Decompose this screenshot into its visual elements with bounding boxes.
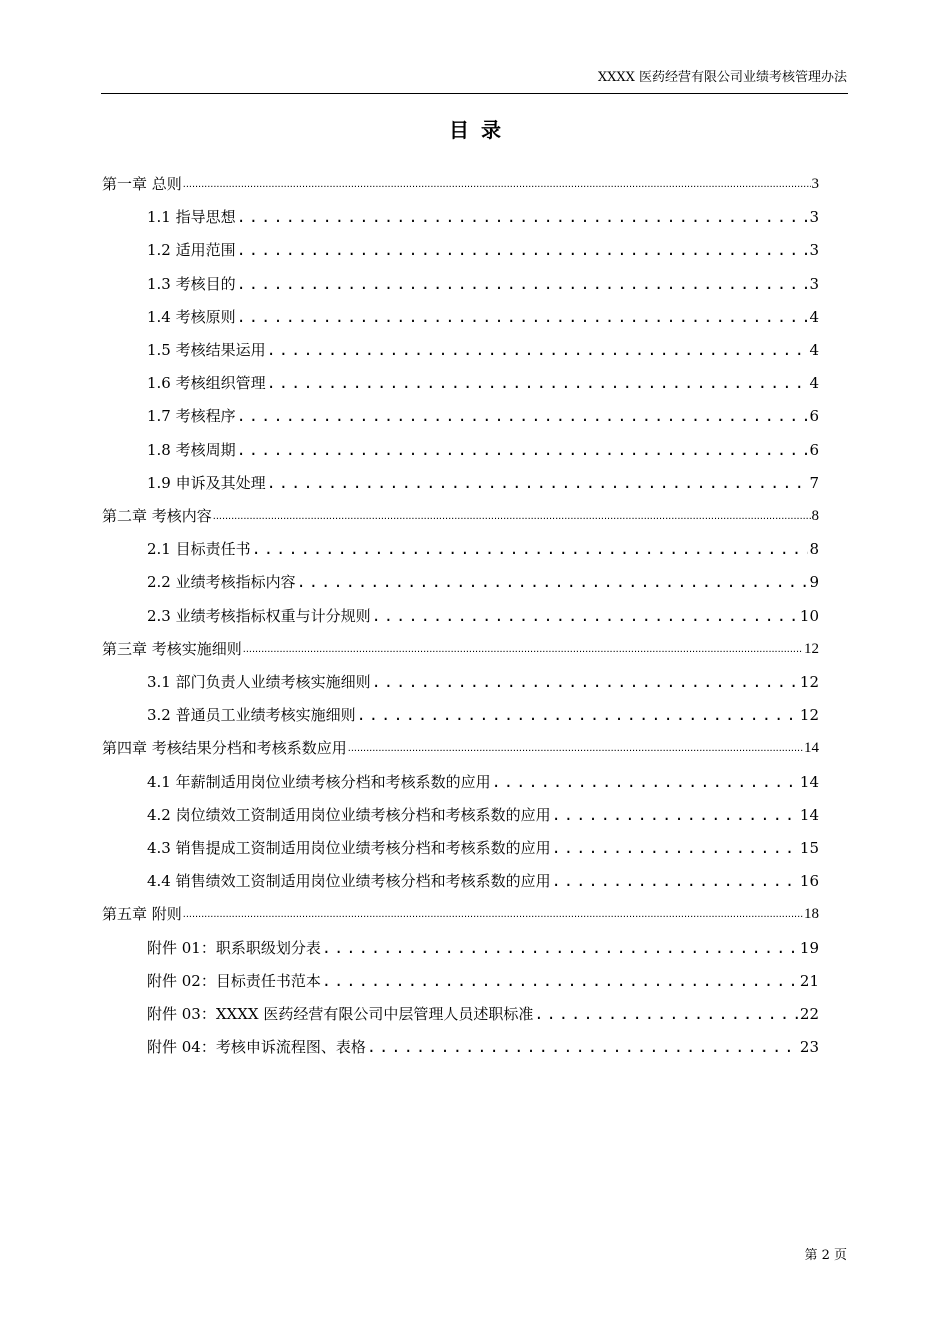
toc-title: 目录 — [449, 118, 513, 142]
toc-entry-label: 1.2 适用范围 — [147, 241, 236, 260]
toc-entry-page: 4 — [809, 307, 819, 326]
toc-entry-label: 1.3 考核目的 — [147, 274, 236, 293]
toc-entry-label: 1.7 考核程序 — [147, 407, 236, 426]
toc-entry-page: 3 — [809, 208, 819, 227]
toc-entry-page: 9 — [809, 573, 819, 592]
toc-entry-page: 23 — [799, 1038, 819, 1057]
toc-entry-label: 4.2 岗位绩效工资制适用岗位业绩考核分档和考核系数的应用 — [147, 805, 551, 824]
dot-leader — [267, 340, 809, 360]
toc-entry-label: 附件 02：目标责任书范本 — [147, 971, 321, 990]
toc-entry-label: 2.2 业绩考核指标内容 — [147, 573, 296, 592]
toc-entry-page: 19 — [799, 938, 819, 957]
toc-section-entry[interactable] — [102, 670, 819, 692]
toc-entry-page: 8 — [809, 540, 819, 559]
dot-leader — [552, 838, 799, 858]
toc-section-entry[interactable] — [102, 936, 819, 958]
dot-leader — [252, 539, 809, 559]
toc-chapter-entry[interactable] — [102, 637, 819, 659]
toc-entry-page: 14 — [799, 805, 819, 824]
dot-leader — [237, 440, 809, 460]
toc-entry-page: 3 — [811, 176, 819, 192]
toc-entry-label: 4.4 销售绩效工资制适用岗位业绩考核分档和考核系数的应用 — [147, 872, 551, 891]
dot-leader — [237, 240, 809, 260]
dot-leader — [322, 938, 799, 958]
toc-section-entry[interactable] — [102, 238, 819, 260]
toc-entry-page: 16 — [799, 872, 819, 891]
toc-entry-label: 1.6 考核组织管理 — [147, 374, 266, 393]
toc-section-entry[interactable] — [102, 371, 819, 393]
toc-chapter-entry[interactable] — [102, 172, 819, 194]
toc-section-entry[interactable] — [102, 305, 819, 327]
dot-leader — [183, 172, 811, 194]
dot-leader — [534, 1004, 799, 1024]
running-header: XXXX 医药经营有限公司业绩考核管理办法 — [597, 70, 847, 85]
toc-entry-label: 1.1 指导思想 — [147, 208, 236, 227]
dot-leader — [183, 902, 803, 924]
toc-section-entry[interactable] — [102, 404, 819, 426]
dot-leader — [237, 274, 809, 294]
toc-entry-label: 附件 03：XXXX 医药经营有限公司中层管理人员述职标准 — [147, 1005, 534, 1023]
dot-leader — [492, 772, 799, 792]
dot-leader — [322, 971, 799, 991]
dot-leader — [243, 637, 803, 659]
toc-chapter-entry[interactable] — [102, 902, 819, 924]
toc-entry-label: 第四章 考核结果分档和考核系数应用 — [102, 739, 347, 758]
toc-entry-page: 6 — [809, 440, 819, 459]
toc-section-entry[interactable] — [102, 438, 819, 460]
toc-entry-page: 18 — [804, 906, 819, 923]
toc-entry-page: 12 — [804, 640, 819, 657]
toc-section-entry[interactable] — [102, 604, 819, 626]
toc-entry-label: 2.1 目标责任书 — [147, 540, 251, 559]
toc-entry-page: 12 — [799, 673, 819, 691]
dot-leader — [237, 406, 809, 426]
toc-entry-label: 3.2 普通员工业绩考核实施细则 — [147, 706, 356, 725]
toc-entry-page: 4 — [809, 374, 819, 393]
toc-entry-label: 第二章 考核内容 — [102, 507, 212, 525]
toc-section-entry[interactable] — [102, 272, 819, 294]
toc-entry-page: 14 — [804, 740, 819, 757]
toc-section-entry[interactable] — [102, 1002, 819, 1024]
toc-entry-page: 3 — [809, 274, 819, 293]
toc-entry-page: 21 — [799, 971, 819, 990]
toc-entry-page: 15 — [799, 839, 819, 857]
toc-entry-label: 1.9 申诉及其处理 — [147, 473, 266, 492]
dot-leader — [297, 572, 809, 592]
toc-entry-label: 附件 04：考核申诉流程图、表格 — [147, 1038, 366, 1057]
toc-section-entry[interactable] — [102, 1035, 819, 1057]
toc-entry-label: 第三章 考核实施细则 — [102, 639, 242, 658]
toc-entry-label: 1.8 考核周期 — [147, 440, 236, 459]
toc-entry-page: 7 — [809, 473, 819, 492]
dot-leader — [267, 473, 809, 493]
toc-section-entry[interactable] — [102, 770, 819, 792]
toc-entry-page: 8 — [811, 508, 819, 524]
dot-leader — [237, 307, 809, 327]
toc-entry-page: 3 — [809, 241, 819, 260]
toc-entry-label: 3.1 部门负责人业绩考核实施细则 — [147, 673, 371, 691]
toc-entry-label: 4.3 销售提成工资制适用岗位业绩考核分档和考核系数的应用 — [147, 839, 551, 857]
toc-section-entry[interactable] — [102, 969, 819, 991]
dot-leader — [237, 207, 809, 227]
dot-leader — [267, 373, 809, 393]
dot-leader — [357, 705, 799, 725]
toc-entry-page: 12 — [799, 706, 819, 725]
toc-entry-page: 6 — [809, 407, 819, 426]
dot-leader — [552, 805, 799, 825]
toc-entry-label: 1.4 考核原则 — [147, 307, 236, 326]
toc-entry-label: 第一章 总则 — [102, 175, 182, 193]
dot-leader — [372, 672, 799, 692]
page-number: 第 2 页 — [804, 1248, 847, 1263]
toc-entry-label: 2.3 业绩考核指标权重与计分规则 — [147, 606, 371, 625]
toc-section-entry[interactable] — [102, 869, 819, 891]
toc-section-entry[interactable] — [102, 338, 819, 360]
toc-entry-page: 10 — [799, 606, 819, 625]
dot-leader — [372, 606, 799, 626]
toc-section-entry[interactable] — [102, 803, 819, 825]
dot-leader — [213, 504, 811, 526]
toc-section-entry[interactable] — [102, 836, 819, 858]
toc-entry-label: 第五章 附则 — [102, 905, 182, 924]
toc-section-entry[interactable] — [102, 703, 819, 725]
toc-entry-label: 4.1 年薪制适用岗位业绩考核分档和考核系数的应用 — [147, 772, 491, 791]
toc-entry-page: 14 — [799, 772, 819, 791]
toc-section-entry[interactable] — [102, 205, 819, 227]
toc-section-entry[interactable] — [102, 471, 819, 493]
toc-entry-label: 附件 01：职系职级划分表 — [147, 938, 321, 957]
toc-section-entry[interactable] — [102, 537, 819, 559]
toc-section-entry[interactable] — [102, 570, 819, 592]
dot-leader — [552, 871, 799, 891]
toc-entry-label: 1.5 考核结果运用 — [147, 341, 266, 359]
toc-chapter-entry[interactable] — [102, 504, 819, 526]
toc-entry-page: 4 — [809, 341, 819, 359]
toc-chapter-entry[interactable] — [102, 736, 819, 758]
dot-leader — [348, 736, 803, 758]
dot-leader — [367, 1037, 799, 1057]
toc-entry-page: 22 — [799, 1005, 819, 1023]
header-rule — [101, 93, 848, 94]
